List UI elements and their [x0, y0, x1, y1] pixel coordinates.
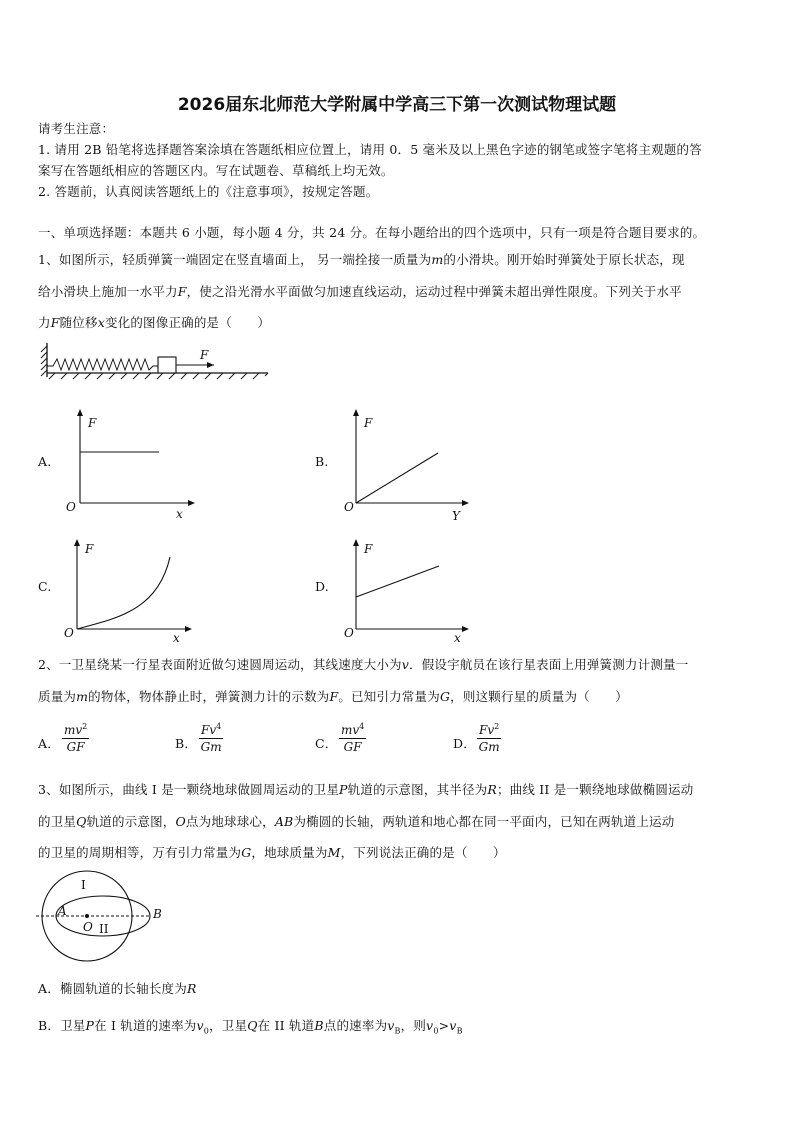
- q2-line2: 质量为m的物体，物体静止时，弹簧测力计的示数为F。已知引力常量为G，则这颗行星的质量为（ ）: [38, 689, 628, 704]
- q3-option-b[interactable]: B．卫星P在 I 轨道的速率为$v_0$，卫星Q在 II 轨道B点的速率为$v_B$，则$v_0>v_B$: [38, 1018, 463, 1036]
- svg-text:Y: Y: [452, 509, 460, 523]
- q2-option-a-label[interactable]: A．: [38, 736, 60, 751]
- q2-option-b-fraction: $\frac{Fv^4}{Gm}$: [200, 722, 222, 754]
- q1-line1: 1、如图所示，轻质弹簧一端固定在竖直墙面上， 另一端拴接一质量为m的小滑块。刚开始时弹簧处于原长状态，现: [38, 252, 685, 267]
- q1-option-c[interactable]: C.: [38, 579, 52, 594]
- section-heading: 一、单项选择题：本题共 6 小题，每小题 4 分，共 24 分。在每小题给出的四个选项中，只有一项是符合题目要求的。: [38, 225, 706, 240]
- q2-option-c-label[interactable]: C．: [315, 736, 338, 751]
- q3-line3: 的卫星的周期相等，万有引力常量为G，地球质量为M，下列说法正确的是（ ）: [38, 845, 506, 860]
- q3-option-a[interactable]: A．椭圆轨道的长轴长度为R: [38, 981, 197, 996]
- q2-line1: 2、一卫星绕某一行星表面附近做匀速圆周运动，其线速度大小为v．假设宇航员在该行星表面上用弹簧测力计测量一: [38, 657, 689, 672]
- svg-text:II: II: [99, 922, 109, 936]
- q3-line1: 3、如图所示，曲线 I 是一颗绕地球做圆周运动的卫星P轨道的示意图，其半径为R；曲线 II 是一颗绕地球做椭圆运动: [38, 782, 694, 797]
- svg-text:A: A: [58, 904, 67, 918]
- svg-text:x: x: [176, 507, 183, 521]
- svg-text:I: I: [81, 878, 86, 892]
- svg-text:O: O: [344, 626, 354, 640]
- q1-option-d[interactable]: D.: [315, 579, 329, 594]
- force-label: F: [200, 348, 209, 362]
- notice-item-1-cont: 案写在答题纸相应的答题区内。写在试题卷、草稿纸上均无效。: [38, 163, 394, 178]
- svg-text:F: F: [364, 416, 373, 430]
- svg-text:x: x: [173, 631, 180, 645]
- q2-option-a-fraction: $\frac{mv^2}{GF}$: [64, 722, 88, 754]
- q2-option-d-fraction: $\frac{Fv^2}{Gm}$: [478, 722, 500, 754]
- svg-text:F: F: [85, 542, 94, 556]
- svg-text:O: O: [66, 500, 76, 514]
- svg-text:x: x: [454, 631, 461, 645]
- q2-option-c-fraction: $\frac{mv^4}{GF}$: [341, 722, 365, 754]
- q1-line2: 给小滑块上施加一水平力F，使之沿光滑水平面做匀加速直线运动，运动过程中弹簧未超出弹性限度。下列关于水平: [38, 284, 682, 299]
- q2-option-b-label[interactable]: B．: [175, 736, 198, 751]
- notice-heading: 请考生注意：: [38, 121, 115, 136]
- q1-option-b[interactable]: B.: [315, 454, 329, 469]
- svg-text:O: O: [83, 920, 93, 934]
- svg-text:O: O: [344, 500, 354, 514]
- svg-text:O: O: [64, 626, 74, 640]
- q2-option-d-label[interactable]: D．: [453, 736, 476, 751]
- notice-item-1: 1. 请用 2B 铅笔将选择题答案涂填在答题纸相应位置上，请用 0．5 毫米及以上黑色字迹的钢笔或签字笔将主观题的答: [38, 142, 702, 157]
- q3-line2: 的卫星Q轨道的示意图，O点为地球球心，AB为椭圆的长轴，两轨道和地心都在同一平面内，已知在两轨道上运动: [38, 814, 675, 829]
- q1-option-a[interactable]: A.: [38, 454, 52, 469]
- notice-item-2: 2. 答题前，认真阅读答题纸上的《注意事项》，按规定答题。: [38, 184, 379, 199]
- svg-text:B: B: [153, 907, 162, 921]
- earth-center: [85, 914, 89, 918]
- svg-text:F: F: [364, 542, 373, 556]
- page-title: 2026届东北师范大学附属中学高三下第一次测试物理试题: [177, 95, 617, 115]
- svg-text:F: F: [88, 416, 97, 430]
- q1-line3: 力F随位移x变化的图像正确的是（ ）: [38, 315, 271, 330]
